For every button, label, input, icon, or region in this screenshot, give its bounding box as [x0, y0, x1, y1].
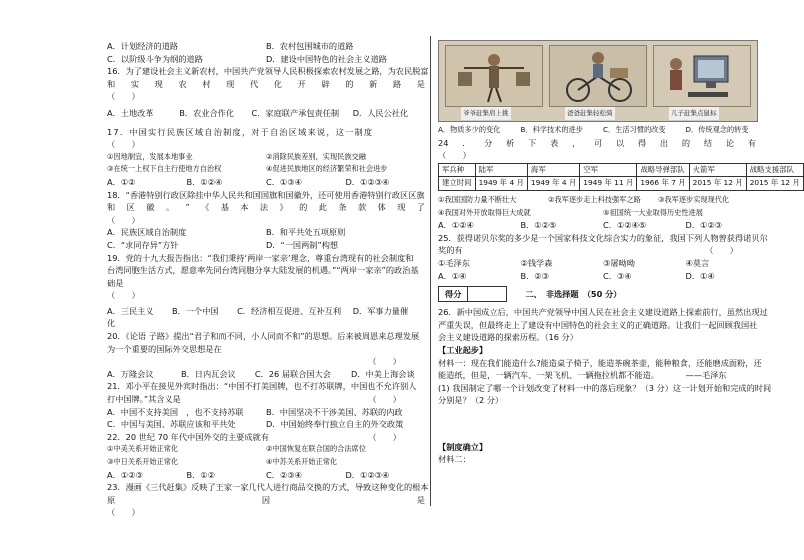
subq1-line1: (1) 我国制定了哪一个计划改变了材料一中的落后现象？（3 分）这一计划开始和完成的时间: [438, 382, 772, 393]
q25-option-a: A．①④: [438, 270, 467, 281]
q21-answer-paren: （ ）: [368, 394, 401, 405]
q22-statements-row1: [107, 443, 425, 456]
q16-stem-char: 农: [178, 78, 187, 89]
table-cell: 军兵种: [439, 163, 476, 177]
q18-stem-char: 《: [201, 202, 210, 213]
q26-stem-line1: 26．新中国成立后，中国共产党领导中国人民在社会主义建设道路上探索前行，虽然出现过: [438, 307, 768, 318]
section-header: [438, 286, 768, 302]
section-title: 二、 非选择题 （50 分）: [525, 288, 622, 299]
q24-option-d: D．①②③: [685, 220, 723, 231]
table-cell: 2015 年 12 月: [689, 177, 746, 191]
q18-stem-char: 体: [377, 202, 386, 213]
material1-line2: 能造纸，但是，一辆汽车、一架飞机、一辆拖拉机都不能造。: [438, 370, 660, 381]
q19-stem-line3: 础是: [107, 277, 124, 288]
q25-person-1: ①毛泽东: [438, 257, 470, 268]
q16-stem-char: 化: [273, 78, 282, 89]
q23-option-a: A．物质多少的变化: [438, 125, 501, 134]
material1-signature: ——毛泽东: [685, 370, 727, 381]
q16-stem-char: 代: [249, 78, 259, 89]
table-cell: 1949 年 4 月: [475, 177, 527, 191]
q15-option-d: D．建设中国特色的社会主义道路: [266, 53, 387, 64]
column-divider: [430, 36, 431, 506]
q15-option-a: A．计划经济的道路: [107, 41, 179, 51]
cartoon-panel-grandfather: [445, 45, 543, 107]
score-blank[interactable]: [467, 287, 506, 301]
table-cell: 战略导弹部队: [637, 163, 689, 177]
q23-stem-line2: [107, 494, 425, 507]
q24-stem-char: 的: [681, 137, 691, 148]
q20-option-b: B．日内瓦会议: [180, 368, 236, 379]
q20-stem-line2: 为一个重要的国际外交思想是在: [107, 343, 222, 354]
q24-options: [438, 219, 768, 232]
q16-stem-char: 辟: [321, 78, 330, 89]
q22-answer-paren: （ ）: [368, 431, 401, 442]
q24-statements-row2: [438, 207, 768, 220]
q24-stem-char: 可: [594, 137, 603, 148]
q21-option-c: C．中国与美国、苏联应该和平共处: [107, 419, 236, 430]
q18-stem-char: ”: [185, 202, 190, 213]
q25-person-3: ③屠呦呦: [603, 257, 635, 268]
q15-options-row1: [107, 40, 425, 53]
q18-stem-char: 的: [299, 202, 308, 213]
q16-option-c: C．家庭联产承包责任制: [251, 107, 340, 118]
q25-stem-line1: 25．获得诺贝尔奖的多少是一个国家科技文化综合实力的象征，我国下列人物曾获得诺贝尔: [438, 232, 768, 243]
table-cell: 火箭军: [689, 163, 746, 177]
q15-options-row2: [107, 53, 425, 66]
q23-option-b: B．科学技术的进步: [520, 125, 583, 134]
score-box: [438, 286, 507, 302]
q23-stem-char: 因: [261, 494, 271, 505]
q22-statement-2: ②中国恢复在联合国的合法席位: [266, 444, 366, 454]
q18-option-a: A．民族区域自治制度: [107, 227, 187, 238]
q18-option-b: B．和平共处五项原则: [266, 227, 346, 238]
q19-stem-line1: 19．党的十九大报告指出：“我们秉持‘两岸一家亲’理念，尊重台湾现有的社会制度和: [107, 252, 414, 263]
right-column: [438, 40, 800, 466]
q21-stem-line2: 打中国牌。”其含义是: [107, 394, 181, 405]
cartoon-caption-father: 爸爸赶集轻松骑: [565, 107, 615, 120]
q16-option-b: B．农业合作化: [179, 107, 235, 118]
q23-option-c: C．生活习惯的改变: [603, 125, 666, 134]
q24-stem-char: ，: [572, 137, 581, 148]
q24-stem-char: 分: [484, 137, 493, 148]
q16-stem-char: 路: [392, 78, 402, 89]
table-cell: 2015 年 12 月: [746, 177, 803, 191]
q18-stem-char: 此: [318, 202, 327, 213]
q22-statement-1: ①中美关系开始正常化: [107, 444, 179, 454]
q24-statements-row1: [438, 194, 768, 207]
q20-option-c: C．26 届联合国大会: [254, 368, 331, 379]
cartoon-panel-father: [549, 45, 647, 107]
table-row: [439, 177, 804, 191]
q21-option-d: D．中国始终奉行独立自主的外交政策: [266, 419, 404, 430]
q25-stem-line2: 奖的有: [438, 245, 463, 256]
q21-options-row1: [107, 406, 425, 419]
q24-statement-4: ④我国对外开放取得巨大成就: [438, 207, 531, 217]
q22-options: [107, 469, 425, 482]
q18-stem-line1: 18．“香港特别行政区除挂中华人民共和国国旗和国徽外，还可使用香港特别行政区区旗: [107, 189, 425, 200]
q18-options-row1: [107, 226, 425, 239]
q21-options-row2: [107, 418, 425, 431]
q24-stem-char: 论: [725, 137, 735, 148]
q24-statement-5: ⑤祖国统一大业取得历史性进展: [603, 207, 703, 217]
q24-statement-2: ②我军逐步走上科技强军之路: [548, 194, 641, 204]
q17-answer-paren: （ ）: [107, 139, 140, 150]
q18-stem-char: 条: [338, 202, 347, 213]
q16-stem-line1: 16．为了建设社会主义新农村，中国共产党领导人民积极探索农村发展之路，为农民脱富: [107, 66, 429, 77]
q17-statement-1: ①因地制宜，发展本地事业: [107, 151, 193, 161]
q20-option-a: A．万隆会议: [107, 368, 154, 379]
q16-stem-char: 开: [297, 78, 306, 89]
q25-option-c: C．③④: [603, 270, 632, 281]
q22-option-a: A．①②③: [107, 469, 143, 480]
q22-statement-4: ④中苏关系开始正常化: [266, 457, 338, 466]
q16-stem-char: 的: [345, 78, 354, 89]
q19-option-a: A．三民主义: [107, 305, 154, 316]
q24-option-a: A．①②④: [438, 220, 474, 231]
q15-option-c: C．以阶级斗争为纲的道路: [107, 53, 203, 64]
q24-option-c: C．①②④⑤: [603, 220, 647, 231]
q24-stem-char: 析: [506, 137, 515, 148]
q19-option-c: C．经济相互促进、互补互利: [237, 305, 342, 316]
q17-statements-row1: [107, 151, 425, 164]
q16-stem-char: 实: [130, 78, 140, 89]
q21-stem-line2-row: [107, 393, 425, 406]
q24-option-b: B．①②⑤: [520, 220, 557, 231]
q25-stem-line2-row: [438, 244, 768, 257]
q26-stem-line3: 会主义建设道路的探索历程。（16 分）: [438, 332, 578, 343]
grandfather-carrying-pole-icon: [446, 46, 542, 106]
q17-option-c: C．①③④: [266, 176, 302, 187]
q25-options: [438, 270, 768, 283]
table-cell: 1949 年 4 月: [527, 177, 579, 191]
q18-stem-char: 了: [416, 202, 425, 213]
q20-answer-paren: （ ）: [368, 356, 401, 367]
table-header-row: [439, 163, 804, 177]
q16-answer-paren: （ ）: [107, 91, 140, 102]
q18-stem-char: 区: [126, 202, 135, 213]
table-cell: 建立时间: [439, 177, 476, 191]
q16-stem-char: 村: [202, 78, 211, 89]
q18-stem-line2: [107, 201, 425, 214]
q16-stem-char: 和: [107, 78, 116, 89]
q16-options: [107, 107, 425, 120]
q23-option-d: D．传统观念的转变: [685, 125, 749, 134]
q16-stem-char: 新: [369, 78, 378, 89]
q18-stem-char: 和: [107, 202, 116, 213]
q24-statement-1: ①我国国防力量不断壮大: [438, 194, 517, 204]
father-riding-bicycle-icon: [550, 46, 646, 106]
cartoon-caption-grandfather: 爷爷赶集肩上挑: [461, 107, 511, 120]
q24-stem-char: 表: [550, 137, 559, 148]
q18-answer-paren: （ ）: [107, 214, 140, 225]
q23-stem-char: 原: [107, 494, 116, 505]
table-cell: 1949 年 11 月: [580, 177, 637, 191]
q24-statement-3: ③我军逐步实现现代化: [658, 194, 730, 204]
q24-stem-line1: [438, 137, 756, 150]
q17-option-d: D．①②③④: [345, 176, 390, 187]
heading-system-establish: 【制度确立】: [438, 441, 488, 452]
material1-line1: 材料一：现在我们能造什么?能造桌子椅子，能造茶碗茶壶，能种粮食，还能磨成面粉，还: [438, 357, 762, 368]
q25-answer-paren: （ ）: [705, 245, 738, 256]
q24-stem-char: 24: [438, 137, 449, 148]
q19-option-d: D．军事力量催: [352, 305, 409, 316]
subq1-line2: 分别是？（2 分）: [438, 395, 504, 406]
q23-answer-paren: （ ）: [107, 507, 140, 518]
q17-statement-4: ④促进民族地区的经济繁荣和社会进步: [266, 164, 388, 174]
q16-stem-char: 是: [416, 78, 425, 89]
military-branches-table: [438, 163, 804, 191]
q26-stem-line2: 严重失误，但最终走上了建设有中国特色的社会主义的正确道路。让我们一起回顾我国社: [438, 319, 758, 330]
q16-option-d: D．人民公社化: [352, 107, 409, 118]
table-cell: 1966 年 7 月: [637, 177, 689, 191]
q24-answer-paren: （ ）: [438, 150, 471, 161]
q25-people: [438, 257, 768, 270]
q18-option-c: C．“求同存异”方针: [107, 239, 179, 250]
q16-option-a: A．土地改革: [107, 107, 154, 118]
three-generations-cartoon: [438, 40, 758, 122]
table-cell: 陆军: [475, 163, 527, 177]
q22-stem-row: [107, 431, 425, 444]
q19-options: [107, 305, 425, 318]
q18-stem-char: 徽: [146, 202, 155, 213]
cartoon-panel-son: [653, 45, 751, 107]
q24-stem-char: 下: [528, 137, 537, 148]
q19-stem-line2: 台湾同胞生活方式，愿意率先同台湾同胞分享大陆发展的机遇。”“两岸一家亲”的政治基: [107, 265, 419, 276]
q24-stem-char: 结: [703, 137, 713, 148]
q18-options-row2: [107, 239, 425, 252]
q18-stem-char: 。: [165, 202, 175, 213]
q20-option-d: D．中美上海会谈: [351, 368, 415, 379]
q22-stem: 22．20 世纪 70 年代中国外交的主要成就有: [107, 431, 269, 442]
q18-stem-char: 本: [240, 202, 249, 213]
q23-options: [438, 124, 768, 137]
table-cell: 战略支援部队: [746, 163, 803, 177]
q16-stem-char: 现: [154, 78, 163, 89]
material2-label: 材料二：: [438, 454, 471, 465]
q24-stem-char: 得: [637, 137, 647, 148]
q23-stem-char: 是: [416, 494, 425, 505]
answer-space[interactable]: [438, 407, 768, 441]
q24-stem-char: 出: [659, 137, 669, 148]
q17-statements-row2: [107, 163, 425, 176]
q20-stem-line1: 20．《论语 子路》提出“君子和而不同，小人同而不和”的思想。后来被周恩来总理发展: [107, 331, 420, 342]
q20-options: [107, 368, 425, 381]
q21-option-b: B．中国坚决不干涉美国、苏联的内政: [266, 406, 403, 417]
q18-stem-char: 款: [357, 202, 367, 213]
q25-person-4: ④莫言: [685, 257, 710, 268]
q24-stem-char: 以: [615, 137, 625, 148]
q22-option-b: B．①②: [186, 469, 215, 480]
q18-stem-char: 法: [259, 202, 269, 213]
q22-option-c: C．②③④: [266, 469, 302, 480]
q18-stem-char: 》: [279, 202, 288, 213]
q19-option-d-wrap: 化: [107, 318, 116, 329]
q17-options: [107, 176, 425, 189]
material1-line2-row: [438, 369, 768, 382]
q17-option-a: A．①②: [107, 176, 136, 187]
q16-stem-line2: [107, 78, 425, 91]
q23-stem-line1: 23．漫画《三代赶集》反映了王家一家几代人进行商品交换的方式，导致这种变化的根本: [107, 482, 429, 493]
q25-option-b: B．②③: [520, 270, 549, 281]
q24-stem-char: 有: [747, 137, 756, 148]
q17-option-b: B．①②④: [186, 176, 223, 187]
q15-option-b: B．农村包围城市的道路: [266, 41, 354, 51]
q22-option-d: D．①②③④: [345, 469, 390, 480]
q21-option-a: A．中国不支持美国 ，也不支持苏联: [107, 406, 244, 417]
left-column: [107, 40, 429, 519]
q18-stem-char: 基: [220, 202, 229, 213]
cartoon-caption-son: 儿子赶集点鼠标: [669, 107, 719, 120]
q19-option-b: B．一个中国: [172, 305, 219, 316]
score-label: 得分: [445, 288, 462, 299]
q24-stem-char: ．: [462, 137, 471, 148]
heading-industry-start: 【工业起步】: [438, 344, 488, 355]
q25-person-2: ②钱学森: [520, 257, 553, 268]
q16-stem-char: 现: [226, 78, 235, 89]
table-cell: 海军: [527, 163, 579, 177]
q18-stem-char: 现: [397, 202, 406, 213]
q21-stem-line1: 21．邓小平在接见外宾时指出：“中国不打美国牌，也不打苏联牌，中国也不允许别人: [107, 381, 417, 392]
q22-statement-3: ③中日关系开始正常化: [107, 457, 179, 466]
q17-statement-2: ②消除民族差别，实现民族交融: [266, 151, 366, 161]
q17-stem-line1: 17．中国实行民族区域自治制度，对于自治区域来说，这一制度: [107, 126, 374, 137]
table-cell: 空军: [580, 163, 637, 177]
q22-statements-row2: [107, 456, 425, 469]
q19-answer-paren: （ ）: [107, 290, 140, 301]
q18-option-d: D．“一国两制”构想: [266, 239, 339, 250]
q17-statement-3: ③在统一上权下自主行使地方自治权: [107, 164, 222, 174]
son-clicking-mouse-icon: [654, 46, 750, 106]
q25-option-d: D．①④: [685, 270, 715, 281]
